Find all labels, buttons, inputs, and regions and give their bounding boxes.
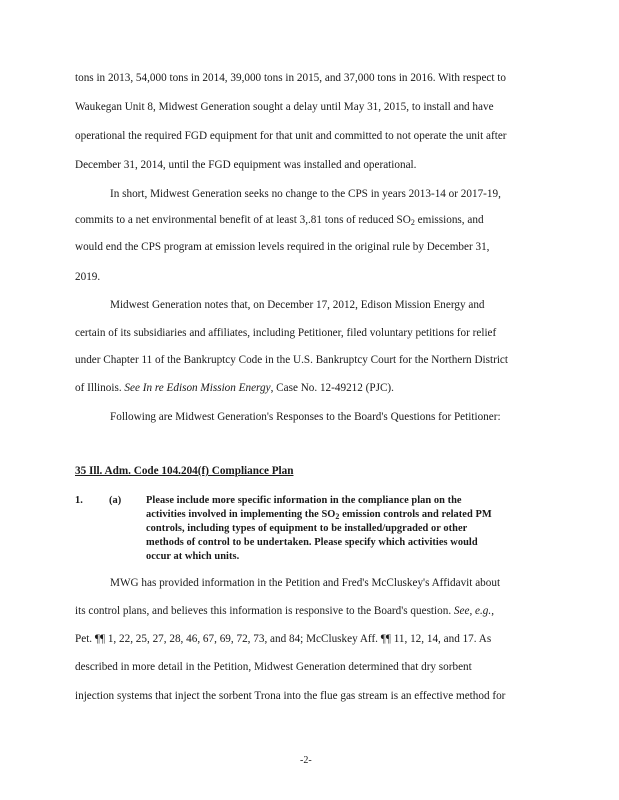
paragraph-2-line: commits to a net environmental benefit of at least 3,.81 tons of reduced $SO_2$ emissions, and: [75, 214, 484, 227]
paragraph-3-line: certain of its subsidiaries and affiliates, including Petitioner, filed voluntary petitions for relief: [75, 327, 497, 339]
paragraph-1-line: operational the required FGD equipment for that unit and committed to not operate the unit after: [75, 130, 507, 142]
paragraph-1-line: tons in 2013, 54,000 tons in 2014, 39,000 tons in 2015, and 37,000 tons in 2016. With respect to: [75, 72, 506, 84]
answer-line: described in more detail in the Petition, Midwest Generation determined that dry sorbent: [75, 661, 472, 673]
answer-line: Pet. ¶¶ 1, 22, 25, 27, 28, 46, 67, 69, 72, 73, and 84; McCluskey Aff. ¶¶ 11, 12, 14, and 17. As: [75, 633, 492, 645]
question-text-line: methods of control to be undertaken. Please specify which activities would: [146, 537, 478, 548]
question-text-line: controls, including types of equipment to be installed/upgraded or other: [146, 523, 468, 534]
paragraph-3-line: under Chapter 11 of the Bankruptcy Code in the U.S. Bankruptcy Court for the Northern District: [75, 354, 509, 366]
page-number: -2-: [300, 755, 312, 766]
paragraph-2-line: would end the CPS program at emission levels required in the original rule by December 31,: [75, 241, 490, 253]
question-number: 1.: [75, 495, 83, 506]
answer-line: injection systems that inject the sorbent Trona into the flue gas stream is an effective method for: [75, 690, 506, 702]
paragraph-2-line: 2019.: [75, 271, 101, 283]
paragraph-2-line: In short, Midwest Generation seeks no change to the CPS in years 2013-14 or 2017-19,: [110, 188, 501, 200]
see-eg-signal: See, e.g.: [453, 605, 492, 617]
section-heading: 35 Ill. Adm. Code 104.204(f) Compliance Plan: [75, 465, 294, 477]
question-text-line: occur at which units.: [146, 551, 240, 562]
paragraph-3-line: of Illinois. See In re Edison Mission Energy, Case No. 12-49212 (PJC).: [75, 382, 394, 394]
question-text-line: activities involved in implementing the $SO_2$ emission controls and related PM: [146, 509, 492, 521]
paragraph-1-line: Waukegan Unit 8, Midwest Generation sought a delay until May 31, 2015, to install and have: [75, 101, 494, 113]
question-text-line: Please include more specific information in the compliance plan on the: [146, 495, 462, 506]
question-part: (a): [109, 495, 122, 506]
answer-line: MWG has provided information in the Petition and Fred's McCluskey's Affidavit about: [110, 577, 501, 589]
paragraph-3-line: Midwest Generation notes that, on December 17, 2012, Edison Mission Energy and: [110, 299, 485, 311]
answer-line: its control plans, and believes this information is responsive to the Board's question. See, e.g.,: [75, 605, 494, 617]
paragraph-1-line: December 31, 2014, until the FGD equipment was installed and operational.: [75, 159, 417, 171]
paragraph-4-line: Following are Midwest Generation's Responses to the Board's Questions for Petitioner:: [110, 411, 501, 423]
case-citation: See In re Edison Mission Energy: [124, 382, 271, 394]
